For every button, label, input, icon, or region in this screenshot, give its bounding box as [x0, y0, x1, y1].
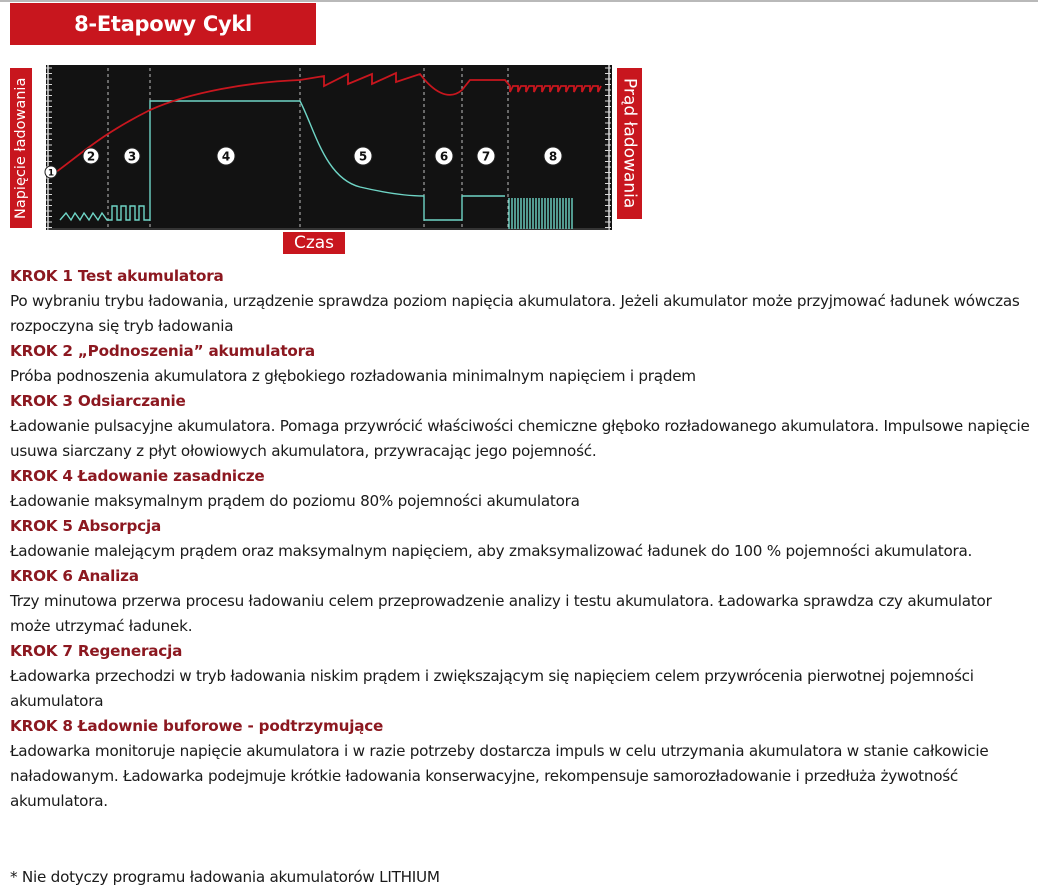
step-1-title: KROK 1 Test akumulatora — [10, 267, 224, 285]
stage-marker-label-5: 5 — [358, 149, 368, 164]
step-3-title: KROK 3 Odsiarczanie — [10, 392, 186, 410]
step-8-title: KROK 8 Ładownie buforowe - podtrzymujące — [10, 717, 384, 735]
stage-marker-label-4: 4 — [221, 149, 231, 164]
stage-marker-label-1: 1 — [47, 168, 55, 179]
charging-cycle-chart — [0, 60, 650, 260]
y-axis-label-current: Prąd ładowania — [617, 68, 642, 219]
x-axis-label: Czas — [283, 232, 345, 254]
step-8-desc: Ładowarka monitoruje napięcie akumulatora i w razie potrzeby dostarcza impuls w celu utrzymania akumulatora w stanie całkowicie naładowanym. Ładowarka podejmuje krótkie ładowania konserwacyjne, rekompensuje samorozładowanie i przedłuża żywotność akumulatora. — [10, 742, 989, 810]
step-5-title: KROK 5 Absorpcja — [10, 517, 162, 535]
chart-svg — [0, 60, 650, 260]
steps-list — [10, 264, 1030, 814]
top-border-line — [0, 0, 1038, 2]
step-3-desc: Ładowanie pulsacyjne akumulatora. Pomaga przywrócić właściwości chemiczne głęboko rozładowanego akumulatora. Impulsowe napięcie usuwa siarczany z płyt ołowiowych akumulatora, przywracając jego pojemność. — [10, 417, 1030, 460]
page-title: 8-Etapowy Cykl — [10, 3, 316, 45]
stage-marker-label-3: 3 — [127, 149, 137, 164]
step-2-desc: Próba podnoszenia akumulatora z głębokiego rozładowania minimalnym napięciem i prądem — [10, 367, 696, 385]
stage-marker-label-2: 2 — [86, 149, 96, 164]
step-6-desc: Trzy minutowa przerwa procesu ładowaniu celem przeprowadzenie analizy i testu akumulatora. Ładowarka sprawdza czy akumulator może utrzymać ładunek. — [10, 592, 992, 635]
step-4-title: KROK 4 Ładowanie zasadnicze — [10, 467, 265, 485]
stage-marker-label-7: 7 — [481, 149, 491, 164]
step-1-desc: Po wybraniu trybu ładowania, urządzenie sprawdza poziom napięcia akumulatora. Jeżeli akumulator może przyjmować ładunek wówczas rozpoczyna się tryb ładowania — [10, 292, 1020, 335]
step-7-desc: Ładowarka przechodzi w tryb ładowania niskim prądem i zwiększającym się napięciem celem przywrócenia pierwotnej pojemności akumulatora — [10, 667, 974, 710]
step-2-title: KROK 2 „Podnoszenia” akumulatora — [10, 342, 315, 360]
stage-marker-label-8: 8 — [548, 149, 558, 164]
step-6-title: KROK 6 Analiza — [10, 567, 139, 585]
step-7-title: KROK 7 Regeneracja — [10, 642, 183, 660]
footnote: * Nie dotyczy programu ładowania akumulatorów LITHIUM — [10, 868, 440, 886]
stage-marker-label-6: 6 — [439, 149, 449, 164]
step-4-desc: Ładowanie maksymalnym prądem do poziomu 80% pojemności akumulatora — [10, 492, 580, 510]
step-5-desc: Ładowanie malejącym prądem oraz maksymalnym napięciem, aby zmaksymalizować ładunek do 100 % pojemności akumulatora. — [10, 542, 973, 560]
y-axis-label-voltage: Napięcie ładowania — [10, 68, 32, 228]
